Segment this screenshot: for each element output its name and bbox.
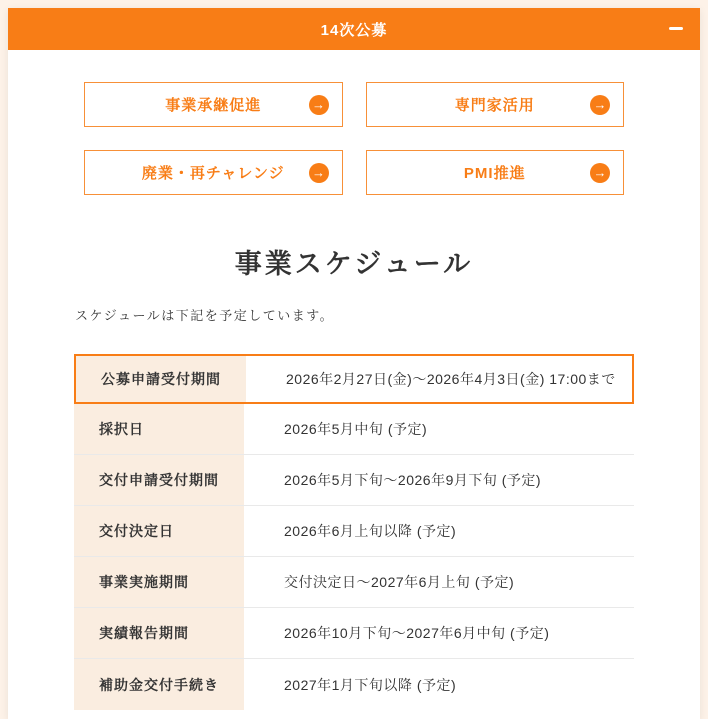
arrow-right-icon: →	[309, 95, 329, 115]
arrow-right-icon: →	[590, 95, 610, 115]
table-row-grant-decision-date	[74, 506, 634, 557]
row-label: 交付申請受付期間	[74, 455, 244, 505]
row-value: 2026年10月下旬〜2027年6月中旬 (予定)	[244, 608, 634, 658]
row-value: 交付決定日〜2027年6月上旬 (予定)	[244, 557, 634, 607]
button-business-succession[interactable]	[84, 82, 343, 127]
row-value: 2026年5月下旬〜2026年9月下旬 (予定)	[244, 455, 634, 505]
table-row-application-period	[74, 354, 634, 404]
row-value: 2026年6月上旬以降 (予定)	[244, 506, 634, 556]
row-value: 2027年1月下旬以降 (予定)	[244, 659, 634, 710]
button-label: PMI推進	[463, 165, 526, 182]
schedule-description: スケジュールは下記を予定しています。	[75, 308, 335, 324]
schedule-heading: 事業スケジュール	[234, 249, 474, 279]
table-row-adoption-date	[74, 404, 634, 455]
button-label: 専門家活用	[454, 97, 535, 114]
table-row-implementation-period	[74, 557, 634, 608]
button-expert-utilization[interactable]	[366, 82, 625, 127]
row-value: 2026年2月27日(金)〜2026年4月3日(金) 17:00まで	[246, 356, 632, 402]
button-label: 事業承継促進	[165, 97, 262, 114]
row-value: 2026年5月中旬 (予定)	[244, 404, 634, 454]
button-pmi-promotion[interactable]	[366, 150, 625, 195]
table-row-report-period	[74, 608, 634, 659]
collapse-minus-icon[interactable]	[669, 27, 683, 30]
row-label: 補助金交付手続き	[74, 659, 244, 710]
table-row-subsidy-procedure	[74, 659, 634, 710]
row-label: 採択日	[74, 404, 244, 454]
button-closure-rechallenge[interactable]	[84, 150, 343, 195]
arrow-right-icon: →	[590, 163, 610, 183]
button-label: 廃業・再チャレンジ	[141, 165, 285, 182]
arrow-right-icon: →	[309, 163, 329, 183]
row-label: 公募申請受付期間	[76, 356, 246, 402]
panel-title: 14次公募	[320, 21, 388, 39]
schedule-table	[74, 354, 634, 710]
offering-panel-card	[8, 8, 700, 719]
table-row-grant-application-period	[74, 455, 634, 506]
panel-header-14th-offering[interactable]	[8, 8, 700, 50]
row-label: 事業実施期間	[74, 557, 244, 607]
row-label: 実績報告期間	[74, 608, 244, 658]
row-label: 交付決定日	[74, 506, 244, 556]
category-buttons	[84, 82, 624, 195]
